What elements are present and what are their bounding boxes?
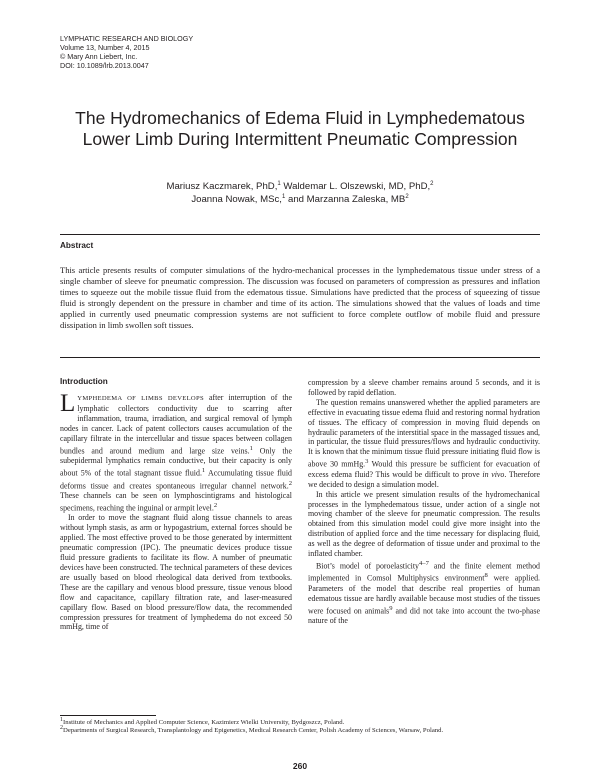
intro-p3-text-c: . Therefore we decided to design a simulation model. <box>308 469 540 489</box>
article-title <box>40 108 560 150</box>
column-right <box>308 378 540 626</box>
author-4: and Marzanna Zaleska, MB <box>285 194 406 205</box>
footnote-1-marker: 1 <box>60 716 63 723</box>
footnote-2 <box>60 727 540 735</box>
citation: 1 <box>249 444 253 452</box>
column-left <box>60 390 292 632</box>
citation: 2 <box>288 479 292 487</box>
lead-smallcaps: YMPHEDEMA OF LIMBS DEVELOPS <box>77 395 204 402</box>
author-4-affiliation: 2 <box>405 193 409 200</box>
intro-p5-text-c: were applied. Parameters of the model that describe real properties of human edematous tissue are hardly available because most studies of the tissues were focused on animals <box>308 574 540 616</box>
introduction-heading: Introduction <box>60 377 108 386</box>
journal-header <box>60 34 193 70</box>
intro-paragraph-2: In order to move the stagnant fluid along tissue channels to areas without lymph stasis, as arm or hypogastrium, external forces should be applied. The most effective proved to be those generated by intermittent pneumatic compression (IPC). The pneumatic devices produce tissue fluid pressure gradients to facilitate its flow. A number of pneumatic devices have been constructed. The technical parameters of these devices are usually based on blood rheological data derived from textbooks. These are the capillary and venous blood pressure, tissue venous blood flow and capacitance, capillary filtration rate, and laser-measured capillary flow. Based on blood pressure/flow data, the recommended compression pressures for treatment of lymphedema do not exceed 50 mmHg, time of <box>60 513 292 632</box>
author-3: Joanna Nowak, MSc, <box>191 194 282 205</box>
intro-p1-text-c: Accumulating tissue fluid deforms tissue and creates spontaneous irregular channel network. <box>60 468 292 491</box>
author-list <box>40 180 560 206</box>
journal-doi: DOI: 10.1089/lrb.2013.0047 <box>60 61 149 70</box>
intro-paragraph-1 <box>60 390 292 513</box>
journal-volume: Volume 13, Number 4, 2015 <box>60 43 150 52</box>
citation: 3 <box>365 458 369 466</box>
intro-p5-text-b: and the finite element method implemented in Comsol Multiphysics environment <box>308 561 540 584</box>
footnote-2-marker: 2 <box>60 725 63 732</box>
author-3-affiliation: 1 <box>281 193 286 200</box>
intro-p3-text-a: The question remains unanswered whether the applied parameters are effective in evacuating tissue edema fluid and restoring normal hydration of tissues. The efficacy of compression in moving fluid depends on hydraulic parameters of the interstitial space in the massaged tissues and, in particular, the tissue fluid pressures/flows and hydraulic conductivity. It is known that the minimum tissue fluid pressure initiating fluid flow is above 30 mmHg. <box>308 397 540 469</box>
intro-paragraph-5 <box>308 559 540 626</box>
footnote-2-text: Departments of Surgical Research, Transplantology and Epigenetics, Medical Research Center, Polish Academy of Sciences, Warsaw, Poland. <box>63 727 444 735</box>
intro-p5-text-d: and did not take into account the two-phase nature of the <box>308 606 540 626</box>
intro-p1-text-d: These channels can be seen on lymphoscintigrams and histological specimens, reaching the inguinal or armpit level. <box>60 491 292 513</box>
abstract-top-rule <box>60 234 540 235</box>
abstract-bottom-rule <box>60 357 540 358</box>
author-1-affiliation: 1 <box>277 180 281 187</box>
page-number: 260 <box>292 761 308 771</box>
intro-paragraph-2-continued: compression by a sleeve chamber remains around 5 seconds, and it is followed by rapid deflation. <box>308 378 540 397</box>
abstract-heading: Abstract <box>60 241 94 250</box>
intro-paragraph-4: In this article we present simulation results of the hydromechanical processes in the lymphedematous tissue, under action of a single not moving chamber of the sleeve for pneumatic compression. The results obtained from this simulation model could give more insight into the distribution of applied force and the time necessary for displacing fluid, as well as the degree of deformation of tissue under and proximal to the inflated chamber. <box>308 489 540 559</box>
author-2: Waldemar L. Olszewski, MD, PhD, <box>280 181 431 192</box>
intro-paragraph-3 <box>308 398 540 490</box>
journal-name: LYMPHATIC RESEARCH AND BIOLOGY <box>60 34 194 43</box>
intro-p5-text-a: Biot’s model of poroelasticity <box>316 561 419 571</box>
title-line-2: Lower Limb During Intermittent Pneumatic Compression <box>82 129 518 149</box>
author-2-affiliation: 2 <box>430 180 434 187</box>
footnote-rule <box>60 715 156 716</box>
footnote-1-text: Institute of Mechanics and Applied Computer Science, Kazimierz Wielki University, Bydgoszcz, Poland. <box>63 719 345 726</box>
abstract-text: This article presents results of computer simulations of the hydro-mechanical processes in the lymphedematous tissue under stress of a single chamber of sleeve for pneumatic compression. The discussion was focused on parameters of compression as pressures and inflation times to squeeze out the mobile tissue fluid from the edematous tissue. Simulations have predicted that the process of squeezing of tissue fluid is strongly dependent on the pressure in chamber and time of its action. The simulations showed that the values of loads and time applied in currently used pneumatic compression systems are not sufficient to force complete outflow of mobile fluid and pressure dissipation in limb swollen soft tissues. <box>60 265 540 330</box>
citation: 1 <box>201 466 206 474</box>
title-line-1: The Hydromechanics of Edema Fluid in Lymphedematous <box>75 108 525 128</box>
intro-p1-text-a: after interruption of the lymphatic collectors conductivity due to scarring after inflammation, trauma, irradiation, and surgical removal of lymph nodes in cancer. Lack of patent collectors causes accumulation of the capillary filtrate in the intercellular and tissue spaces between collagen bundles and around medium and large size veins. <box>60 393 292 456</box>
journal-copyright: © Mary Ann Liebert, Inc. <box>60 52 138 61</box>
drop-cap: L <box>60 390 76 417</box>
citation: 9 <box>389 604 393 612</box>
citation: 4–7 <box>418 559 429 567</box>
citation: 2 <box>213 501 218 509</box>
intro-p3-italic: in vivo <box>482 469 505 479</box>
intro-p3-text-b: Would this pressure be sufficient for evacuation of excess edema fluid? This would be difficult to prove <box>308 459 540 479</box>
author-1: Mariusz Kaczmarek, PhD, <box>166 181 278 192</box>
intro-p1-text-b: Only the subepidermal lymphatics remain conductive, but their capacity is only about 5% of the total stagnant tissue fluid. <box>60 446 292 478</box>
citation: 8 <box>484 572 488 580</box>
footnotes <box>60 716 540 736</box>
